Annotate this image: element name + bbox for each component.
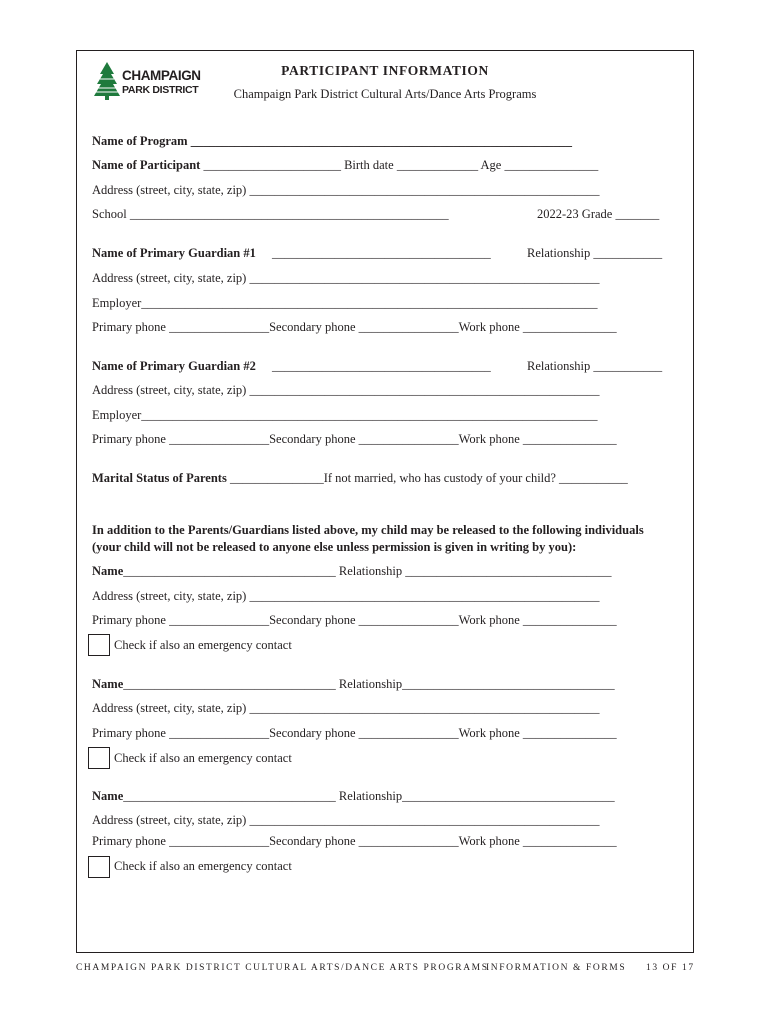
contact3-name-field[interactable]: __________________________________ Relationship__________________________________ (123, 789, 615, 803)
guardian2-address-field[interactable]: Address (street, city, state, zip) ________________________________________________________ (92, 383, 600, 397)
guardian1-relationship-field[interactable]: Relationship ___________ (527, 246, 663, 260)
release-instructions-line1: In addition to the Parents/Guardians listed above, my child may be released to the following individuals (92, 523, 644, 537)
guardian1-name-field[interactable]: ___________________________________ (272, 246, 491, 260)
contact3-name-row[interactable] (92, 789, 615, 804)
program-name-field[interactable]: Name of Program _____________________________________________________________ (92, 134, 572, 148)
guardian1-phones-field[interactable]: Primary phone ________________Secondary phone ________________Work phone _______________ (92, 320, 617, 334)
participant-name-row[interactable] (92, 158, 598, 173)
contact1-name-row[interactable] (92, 564, 611, 579)
contact1-name-field[interactable]: __________________________________ Relationship _________________________________ (123, 564, 612, 578)
contact1-name-label: Name (92, 564, 124, 578)
contact1-address-field[interactable]: Address (street, city, state, zip) ________________________________________________________ (92, 589, 600, 603)
logo-wordmark-line1: CHAMPAIGN (122, 68, 201, 83)
contact1-emergency-label: Check if also an emergency contact (114, 638, 292, 652)
guardian2-name-field[interactable]: ___________________________________ (272, 359, 491, 373)
participant-name-label: Name of Participant (92, 158, 201, 172)
tree-icon (94, 62, 120, 100)
contact3-phones-field[interactable]: Primary phone ________________Secondary phone ________________Work phone _______________ (92, 834, 617, 848)
contact2-emergency-checkbox[interactable] (88, 747, 110, 769)
guardian2-name-label: Name of Primary Guardian #2 (92, 359, 256, 373)
release-instructions-line2: (your child will not be released to anyone else unless permission is given in writing by you): (92, 540, 577, 554)
guardian2-phones-field[interactable]: Primary phone ________________Secondary phone ________________Work phone _______________ (92, 432, 617, 446)
contact3-name-label: Name (92, 789, 124, 803)
participant-name-blank[interactable]: ______________________ Birth date _____________ Age _______________ (200, 158, 599, 172)
contact3-emergency-label: Check if also an emergency contact (114, 859, 292, 873)
guardian1-name-label: Name of Primary Guardian #1 (92, 246, 256, 260)
school-field[interactable]: School ___________________________________________________ (92, 207, 449, 221)
guardian2-relationship-field[interactable]: Relationship ___________ (527, 359, 663, 373)
contact2-address-field[interactable]: Address (street, city, state, zip) ________________________________________________________ (92, 701, 600, 715)
contact1-phones-field[interactable]: Primary phone ________________Secondary phone ________________Work phone _______________ (92, 613, 617, 627)
page-subtitle: Champaign Park District Cultural Arts/Dance Arts Programs (233, 87, 537, 101)
participant-address-field[interactable]: Address (street, city, state, zip) ________________________________________________________ (92, 183, 600, 197)
contact3-address-field[interactable]: Address (street, city, state, zip) ________________________________________________________ (92, 813, 600, 827)
contact3-emergency-checkbox[interactable] (88, 856, 110, 878)
marital-status-row[interactable] (92, 471, 628, 486)
contact2-name-row[interactable] (92, 677, 615, 692)
grade-field[interactable]: 2022-23 Grade _______ (537, 207, 660, 221)
footer-section: INFORMATION & FORMS (486, 963, 627, 973)
guardian1-address-field[interactable]: Address (street, city, state, zip) ________________________________________________________ (92, 271, 600, 285)
logo-wordmark-line2: PARK DISTRICT (122, 84, 199, 96)
contact2-name-field[interactable]: __________________________________ Relationship__________________________________ (123, 677, 615, 691)
marital-status-label: Marital Status of Parents (92, 471, 227, 485)
page-number: 13 OF 17 (646, 963, 695, 973)
contact2-emergency-label: Check if also an emergency contact (114, 751, 292, 765)
contact1-emergency-checkbox[interactable] (88, 634, 110, 656)
contact2-name-label: Name (92, 677, 124, 691)
contact2-phones-field[interactable]: Primary phone ________________Secondary phone ________________Work phone _______________ (92, 726, 617, 740)
page-title: PARTICIPANT INFORMATION (281, 63, 489, 78)
marital-status-blank[interactable]: _______________If not married, who has custody of your child? ___________ (226, 471, 628, 485)
guardian2-employer-field[interactable]: Employer_________________________________________________________________________ (92, 408, 598, 422)
footer-program-title: CHAMPAIGN PARK DISTRICT CULTURAL ARTS/DANCE ARTS PROGRAMS (76, 963, 489, 973)
guardian1-employer-field[interactable]: Employer_________________________________________________________________________ (92, 296, 598, 310)
park-district-logo (94, 62, 204, 100)
